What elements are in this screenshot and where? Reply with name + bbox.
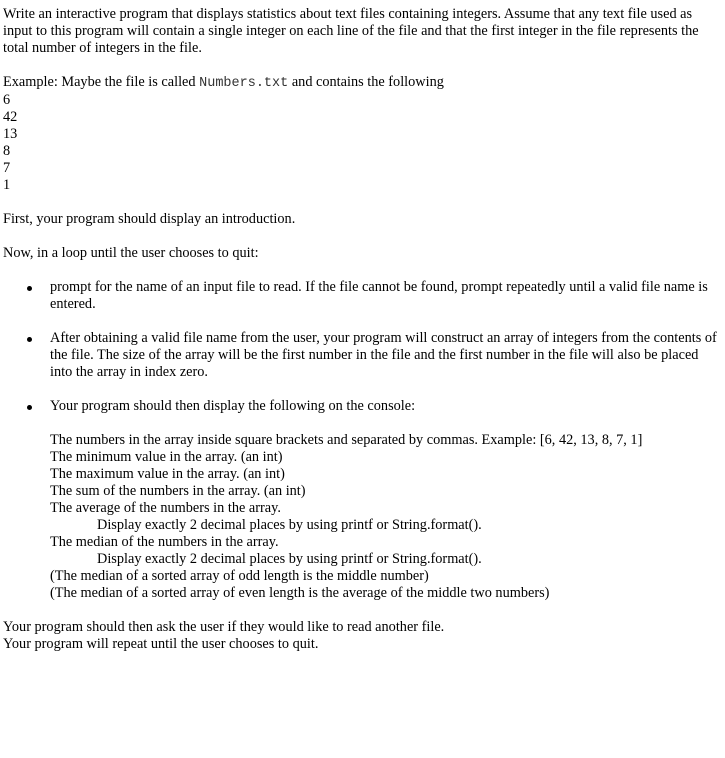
closing-line: Your program should then ask the user if they would like to read another file.: [3, 619, 445, 635]
example-text-before: Example: Maybe the file is called: [3, 74, 200, 90]
example-sentence: [3, 74, 721, 92]
display-item: (The median of a sorted array of even length is the average of the middle two numbers): [50, 585, 550, 601]
bullet-item: [3, 398, 721, 602]
display-note: Display exactly 2 decimal places by using printf or String.format().: [97, 551, 482, 567]
display-item: The maximum value in the array. (an int): [50, 466, 285, 482]
bullet-dot-icon: [27, 337, 32, 342]
display-item: (The median of a sorted array of odd length is the middle number): [50, 568, 429, 584]
bullet-item: [3, 330, 721, 381]
bullet-text: After obtaining a valid file name from the user, your program will construct an array of integers from the contents of the file. The size of the array will be the first number in the file and the first number in the file will also be placed into the array in index zero.: [50, 330, 717, 380]
spacer: [3, 194, 721, 211]
intro-paragraph: Write an interactive program that displays statistics about text files containing integers. Assume that any text file used as input to this program will contain a single integer on each line of the file and that the first integer in the file represents the total number of integers in the file.: [3, 6, 699, 56]
first-step-paragraph: First, your program should display an introduction.: [3, 211, 296, 227]
example-number: 6: [3, 92, 11, 108]
bullet-text: prompt for the name of an input file to read. If the file cannot be found, prompt repeatedly until a valid file name is entered.: [50, 279, 708, 312]
display-item: The average of the numbers in the array.: [50, 500, 281, 516]
display-item: The numbers in the array inside square brackets and separated by commas. Example: [6, 42, 13, 8, 7, 1]: [50, 432, 643, 448]
spacer: [3, 228, 721, 245]
bullet-item: [3, 279, 721, 313]
display-item: The minimum value in the array. (an int): [50, 449, 283, 465]
example-numbers-list: [3, 92, 721, 194]
example-number: 7: [3, 160, 11, 176]
steps-bullet-list: [3, 279, 721, 602]
loop-intro-paragraph: Now, in a loop until the user chooses to quit:: [3, 245, 259, 261]
display-requirements: [50, 432, 721, 602]
bullet-dot-icon: [27, 405, 32, 410]
assignment-document: [3, 6, 721, 653]
example-filename: Numbers.txt: [199, 76, 289, 91]
example-number: 1: [3, 177, 11, 193]
bullet-dot-icon: [27, 286, 32, 291]
display-item: The sum of the numbers in the array. (an int): [50, 483, 306, 499]
example-number: 13: [3, 126, 18, 142]
example-number: 42: [3, 109, 18, 125]
closing-paragraph: [3, 619, 721, 653]
spacer: [3, 262, 721, 279]
bullet-text: Your program should then display the following on the console:: [50, 398, 416, 414]
example-number: 8: [3, 143, 11, 159]
display-note: Display exactly 2 decimal places by using printf or String.format().: [97, 517, 482, 533]
display-item: The median of the numbers in the array.: [50, 534, 279, 550]
example-text-after: and contains the following: [288, 74, 444, 90]
closing-line: Your program will repeat until the user chooses to quit.: [3, 636, 319, 652]
